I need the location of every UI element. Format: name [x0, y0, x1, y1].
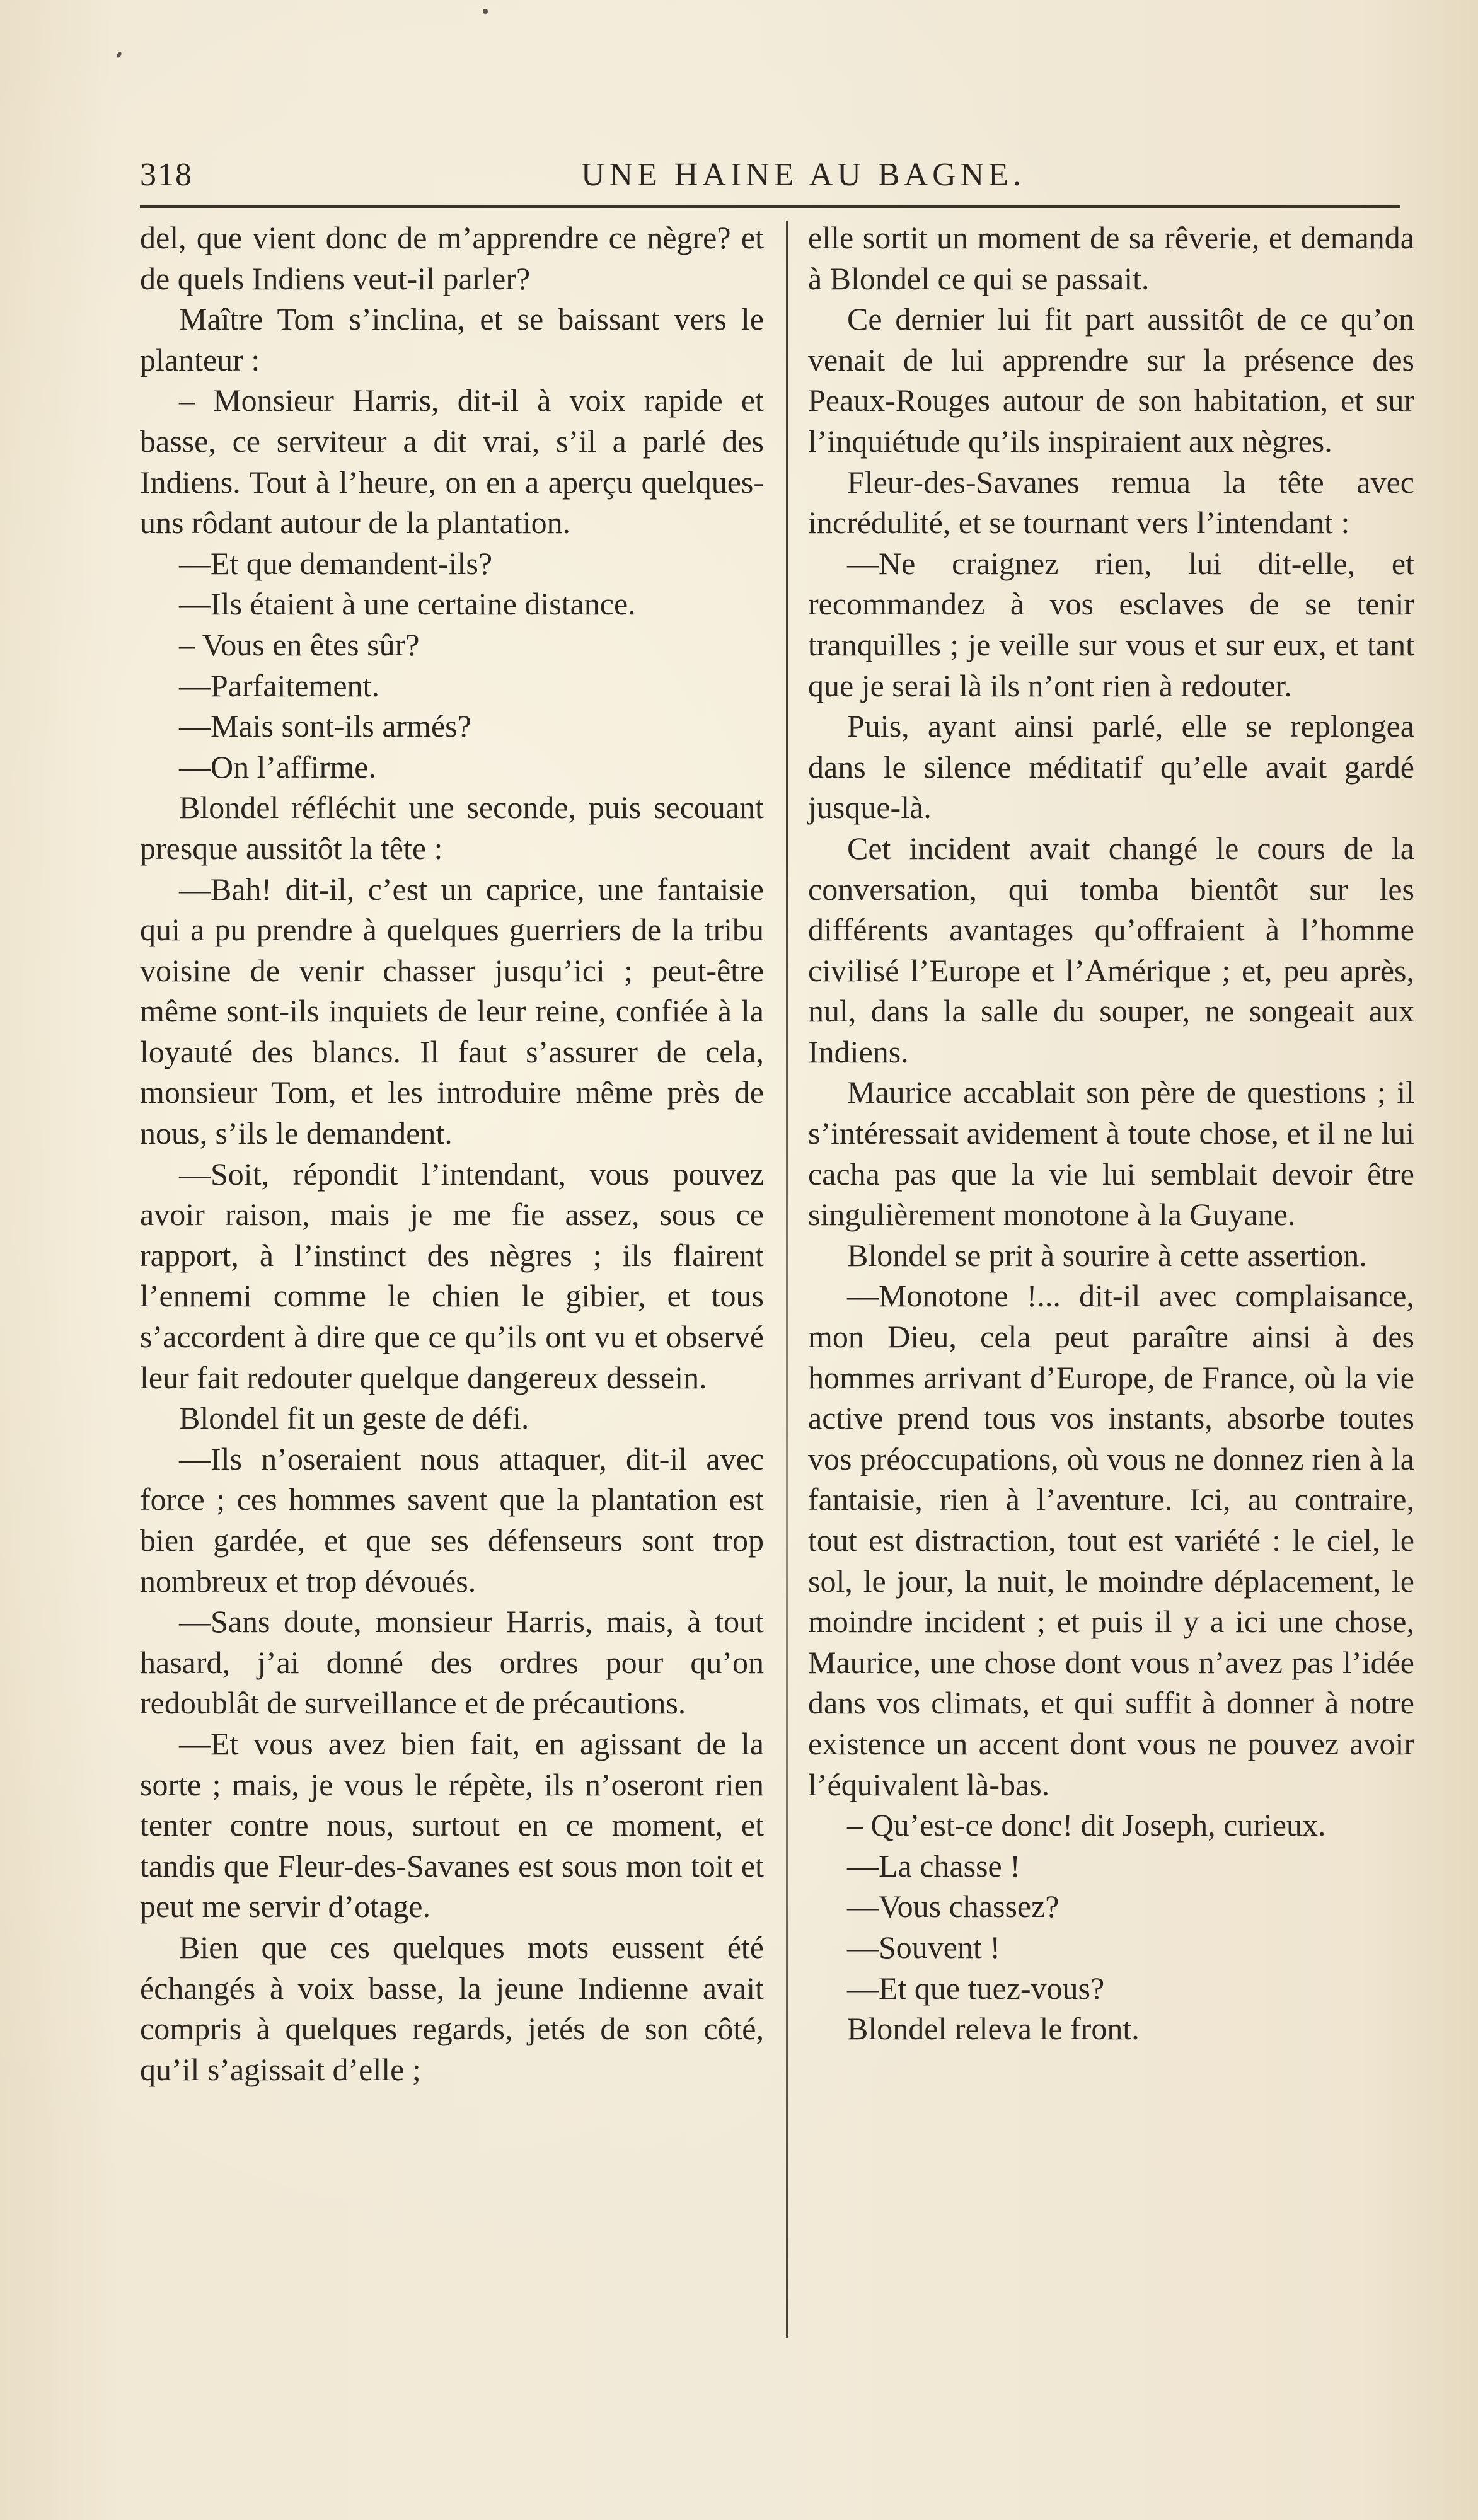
paragraph: del, que vient donc de m’apprendre ce nègre? et de quels Indiens veut-il parler?	[140, 220, 764, 296]
paragraph: Maurice accablait son père de questions ; il s’intéressait avidement à toute chose, et il ne lui cacha pas que la vie lui semblait devoir être singulièrement monotone à la Guyane.	[808, 1074, 1414, 1233]
paragraph: – Vous en êtes sûr?	[179, 626, 420, 662]
header-rule	[140, 205, 1400, 208]
paragraph: —Bah! dit-il, c’est un caprice, une fantaisie qui a pu prendre à quelques guerriers de la tribu voisine de venir chasser jusqu’ici ; peut-être même sont-ils inquiets de leur reine, confiée à la loyauté des blancs. Il faut s’assurer de cela, monsieur Tom, et les introduire même près de nous, s’ils le demandent.	[140, 871, 764, 1151]
column-divider	[786, 221, 788, 2338]
paragraph: —Mais sont-ils armés?	[179, 708, 471, 744]
running-title: UNE HAINE AU BAGNE.	[581, 157, 1025, 193]
ink-speck	[483, 9, 488, 14]
paragraph: —Et vous avez bien fait, en agissant de la sorte ; mais, je vous le répète, ils n’oseront rien tenter contre nous, surtout en ce moment, et tandis que Fleur-des-Savanes est sous mon toit et peut me servir d’otage.	[140, 1725, 764, 1925]
paragraph: —Soit, répondit l’intendant, vous pouvez avoir raison, mais je me fie assez, sous ce rapport, à l’instinct des nègres ; ils flairent l’ennemi comme le chien le gibier, et tous s’accordent à dire que ce qu’ils ont vu et observé leur fait redouter quelque dangereux dessein.	[140, 1156, 764, 1395]
paragraph: Blondel réfléchit une seconde, puis secouant presque aussitôt la tête :	[140, 790, 764, 866]
paragraph: Blondel releva le front.	[847, 2011, 1140, 2047]
paragraph: elle sortit un moment de sa rêverie, et demanda à Blondel ce qui se passait.	[808, 220, 1414, 296]
paragraph: —Monotone !... dit-il avec complaisance, mon Dieu, cela peut paraître ainsi à des hommes arrivant d’Europe, de France, où la vie active prend tous vos instants, absorbe toutes vos préoccupations, où vous ne donnez rien à la fantaisie, rien à l’aventure. Ici, au contraire, tout est distraction, tout est variété : le ciel, le sol, le jour, la nuit, le moindre déplacement, le moindre incident ; et puis il y a ici une chose, Maurice, une chose dont vous n’avez pas l’idée dans vos climats, et qui suffit à donner à notre existence un accent dont vous ne pouvez avoir l’équivalent là-bas.	[808, 1278, 1414, 1802]
paragraph: Cet incident avait changé le cours de la conversation, qui tomba bientôt sur les différents avantages qu’offraient à l’homme civilisé l’Europe et l’Amérique ; et, peu après, nul, dans la salle du souper, ne songeait aux Indiens.	[808, 830, 1414, 1069]
paragraph: Puis, ayant ainsi parlé, elle se replongea dans le silence méditatif qu’elle avait gardé jusque-là.	[808, 708, 1414, 826]
paragraph: —Ils n’oseraient nous attaquer, dit-il avec force ; ces hommes savent que la plantation est bien gardée, et que ses défenseurs sont trop nombreux et trop dévoués.	[140, 1441, 764, 1599]
page-number: 318	[140, 157, 193, 193]
paragraph: —Ne craignez rien, lui dit-elle, et recommandez à vos esclaves de se tenir tranquilles ; je veille sur vous et sur eux, et tant que je serai là ils n’ont rien à redouter.	[808, 545, 1414, 703]
paragraph: Ce dernier lui fit part aussitôt de ce qu’on venait de lui apprendre sur la présence des Peaux-Rouges autour de son habitation, et sur l’inquiétude qu’ils inspiraient aux nègres.	[808, 301, 1414, 459]
paragraph: —Ils étaient à une certaine distance.	[179, 586, 636, 622]
paragraph: —Et que tuez-vous?	[847, 1970, 1105, 2006]
paragraph: —Sans doute, monsieur Harris, mais, à tout hasard, j’ai donné des ordres pour qu’on redoublât de surveillance et de précautions.	[140, 1604, 764, 1721]
paragraph: —Vous chassez?	[847, 1889, 1059, 1925]
paragraph: Blondel fit un geste de défi.	[179, 1400, 529, 1436]
page-header	[140, 156, 1400, 200]
paragraph: —On l’affirme.	[179, 749, 376, 785]
paragraph: Fleur-des-Savanes remua la tête avec incrédulité, et se tournant vers l’intendant :	[808, 464, 1414, 541]
paragraph: —Et que demandent-ils?	[179, 545, 493, 581]
paragraph: —La chasse !	[847, 1848, 1020, 1884]
paragraph: – Monsieur Harris, dit-il à voix rapide et basse, ce serviteur a dit vrai, s’il a parlé des Indiens. Tout à l’heure, on en a aperçu quelques-uns rôdant autour de la plantation.	[140, 383, 764, 541]
paragraph: —Parfaitement.	[179, 667, 379, 703]
paragraph: – Qu’est-ce donc! dit Joseph, curieux.	[847, 1807, 1326, 1843]
left-text-column	[140, 217, 764, 2090]
paragraph: Blondel se prit à sourire à cette assertion.	[847, 1237, 1367, 1273]
paragraph: Bien que ces quelques mots eussent été échangés à voix basse, la jeune Indienne avait compris à quelques regards, jetés de son côté, qu’il s’agissait d’elle ;	[140, 1929, 764, 2087]
right-text-column	[808, 217, 1414, 2049]
paragraph: —Souvent !	[847, 1929, 1001, 1965]
paragraph: Maître Tom s’inclina, et se baissant vers le planteur :	[140, 301, 764, 377]
ink-speck	[116, 51, 122, 59]
